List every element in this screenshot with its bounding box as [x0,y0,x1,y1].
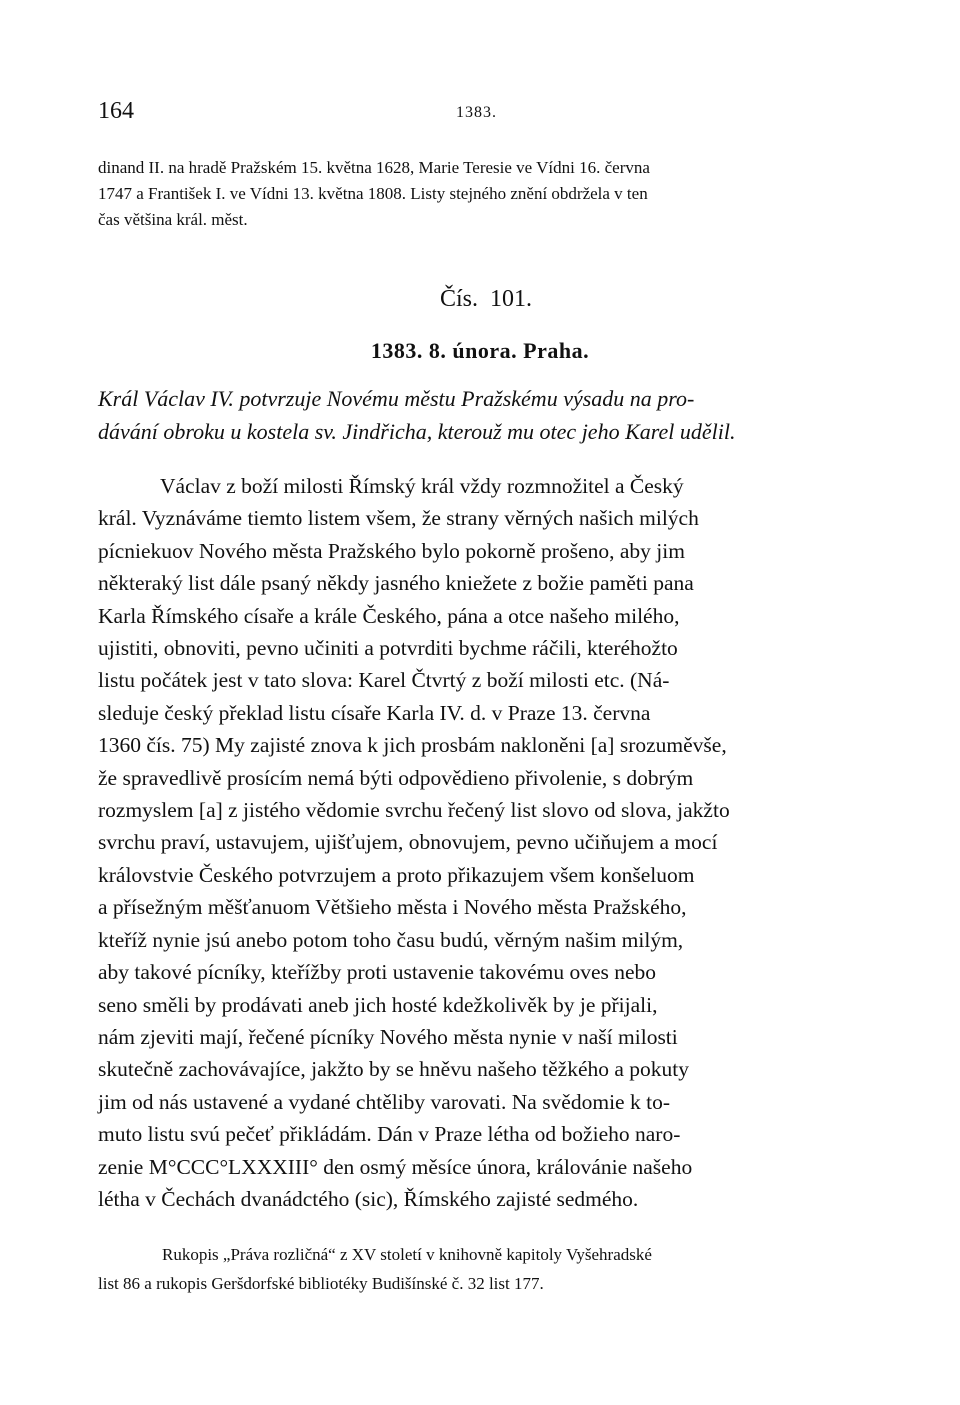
body-line: že spravedlivě prosícím nemá býti odpovědieno přivolenie, s dobrým [98,765,694,790]
regest-line: dávání obroku u kostela sv. Jindřicha, kterouž mu otec jeho Karel udělil. [98,419,736,444]
previous-document-note [98,155,868,233]
page-number: 164 [98,98,134,124]
body-line: Václav z boží milosti Římský král vždy rozmnožitel a Český [160,474,684,498]
document-regest [98,382,868,448]
document-body-text [98,470,868,1215]
body-line: královstvie Českého potvrzujem a proto přikazujem všem konšeluom [98,862,695,887]
body-line: zenie M°CCC°LXXXIII° den osmý měsíce února, královánie našeho [98,1154,693,1179]
note-line: čas většina král. měst. [98,210,248,229]
body-line: skutečně zachovávajíce, jakžto by se hněvu našeho těžkého a pokuty [98,1057,690,1082]
body-line: některaký list dále psaný někdy jasného kniežete z božie paměti pana [98,571,694,596]
body-line: pícniekuov Nového města Pražského bylo pokorně prošeno, aby jim [98,538,685,563]
body-line: muto listu svú pečeť přikládám. Dán v Praze létha od božieho naro- [98,1122,681,1147]
document-number-value: 101. [490,286,532,312]
note-line: 1747 a František I. ve Vídni 13. května 1808. Listy stejného znění obdržela v ten [98,184,648,203]
body-line: jim od nás ustavené a vydané chtěliby varovati. Na svědomie k to- [98,1089,670,1114]
body-line: aby takové pícníky, kteřížby proti ustavenie takovému oves nebo [98,960,657,985]
body-line: a přísežným měšťanuom Většieho města i Nového města Pražského, [98,895,687,920]
body-line: král. Vyznáváme tiemto listem všem, že strany věrných našich milých [98,506,699,531]
body-line: svrchu praví, ustavujem, ujišťujem, obnovujem, pevno učiňujem a mocí [98,830,718,855]
body-line: 1360 čís. 75) My zajisté znova k jich prosbám nakloněni [a] srozuměvše, [98,733,727,758]
document-number [0,286,960,313]
body-line: létha v Čechách dvanádctého (sic), Římského zajisté sedmého. [98,1186,639,1211]
running-head-year: 1383. [456,104,497,121]
body-line: Karla Římského císaře a krále Českého, pána a otce našeho milého, [98,603,680,628]
regest-line: Král Václav IV. potvrzuje Novému městu Pražskému výsadu na pro- [98,386,695,411]
note-line: dinand II. na hradě Pražském 15. května 1628, Marie Teresie ve Vídni 16. června [98,158,650,177]
running-head [98,98,863,128]
body-line: seno směli by prodávati aneb jich hosté kdežkolivěk by je přijali, [98,992,658,1017]
source-line: Rukopis „Práva rozličná“ z XV století v knihovně kapitoly Vyšehradské [162,1245,652,1264]
body-line: sleduje český překlad listu císaře Karla IV. d. v Praze 13. června [98,700,651,725]
document-number-label: Čís. [439,286,478,312]
body-line: nám zjeviti mají, řečené pícníky Nového města nynie v naší milosti [98,1024,678,1049]
body-line: kteříž nynie jsú anebo potom toho času budú, věrným našim milým, [98,927,684,952]
body-line: ujistiti, obnoviti, pevno učiniti a potvrditi bychme ráčili, kteréhožto [98,636,678,661]
source-note [98,1240,868,1298]
source-line: list 86 a rukopis Geršdorfské bibliotéky Budišínské č. 32 list 177. [98,1274,544,1293]
body-line: rozmyslem [a] z jistého vědomie svrchu řečený list slovo od slova, jakžto [98,798,730,823]
body-line: listu počátek jest v tato slova: Karel Čtvrtý z boží milosti etc. (Ná- [98,668,670,693]
document-date-place: 1383. 8. února. Praha. [370,338,590,363]
